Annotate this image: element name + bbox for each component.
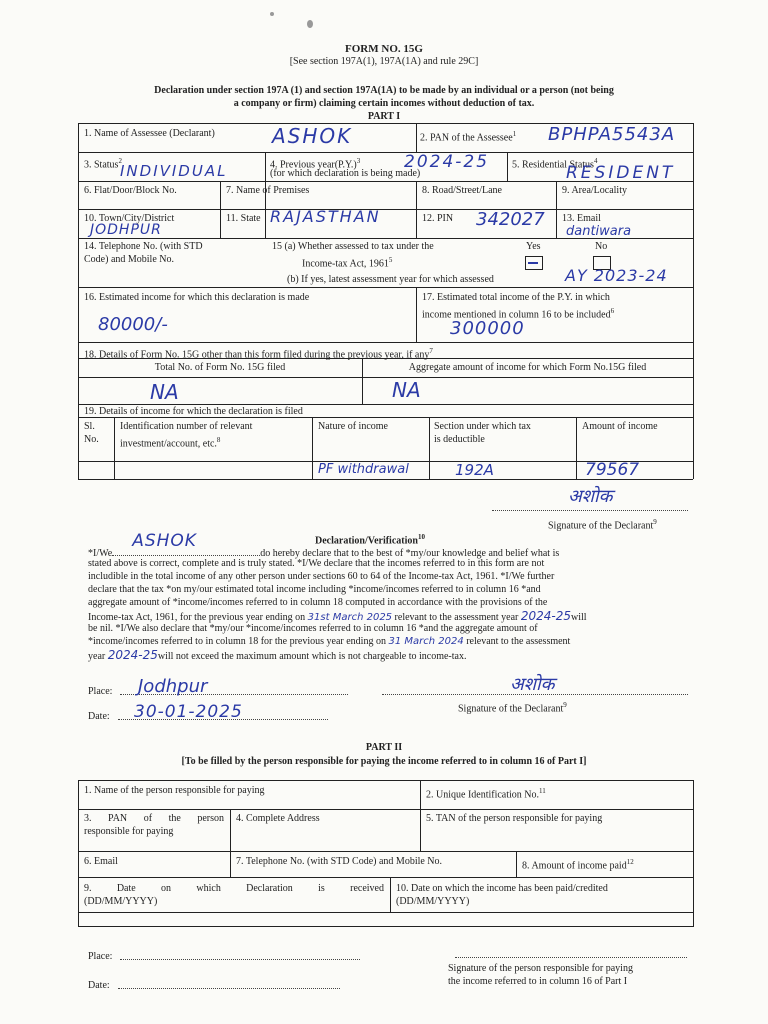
p2-field-9-line-1: 9. Date on which Declaration is received — [84, 883, 384, 894]
footnote-ref: 5 — [388, 256, 393, 264]
p2-field-6: 6. Email — [84, 856, 118, 867]
date-value[interactable]: 30-01-2025 — [134, 702, 243, 722]
scan-speck — [307, 20, 313, 28]
decl-text-6b: relevant to the assessment year — [394, 612, 519, 623]
field-1-label: 1. Name of Assessee (Declarant) — [84, 128, 215, 139]
footnote-ref: 8 — [216, 436, 221, 444]
footnote-ref: 7 — [429, 347, 433, 355]
field-12-pin-value[interactable]: 342027 — [476, 209, 545, 230]
decl-text-8a: *income/incomes referred to in column 18 for the previous year ending on — [88, 636, 386, 647]
decl-text-3: includible in the total income of any other person under sections 60 to 64 of the Income-tax Act, 1961. *I/We further — [88, 571, 555, 582]
field-17-label-1: 17. Estimated total income of the P.Y. in which — [422, 292, 610, 303]
field-14-label-1: 14. Telephone No. (with STD — [84, 241, 203, 252]
field-5-residential-value[interactable]: RESIDENT — [566, 163, 676, 183]
footnote-ref: 1 — [512, 130, 517, 138]
col-amount: Amount of income — [582, 421, 658, 432]
field-15a-label-2: Income-tax Act, 1961 — [302, 258, 389, 270]
p2-field-10-line-2: (DD/MM/YYYY) — [396, 896, 470, 907]
decl-text-2: stated above is correct, complete and is truly stated. *I/We declare that the incomes referred to in this form are not — [88, 558, 545, 569]
field-15b-label: (b) If yes, latest assessment year for which assessed — [287, 274, 494, 285]
field-4-label: 4. Previous year(P.Y.) — [270, 159, 357, 171]
field-19-label: 19. Details of income for which the declaration is filed — [84, 406, 303, 417]
form-reference: [See section 197A(1), 197A(1A) and rule 29C] — [289, 56, 479, 67]
decl-text-9a: year — [88, 651, 106, 662]
field-15a-label-1: 15 (a) Whether assessed to tax under the — [272, 241, 434, 252]
ay-value[interactable]: 2024-25 — [520, 609, 572, 623]
decl-text-4: declare that the tax *on my/our estimated total income including *income/incomes referred to in column 16 *and — [88, 584, 541, 595]
field-15b-ay-value[interactable]: AY 2023-24 — [565, 266, 668, 285]
decl-text-7: be nil. *I/We also declare that *my/our *income/incomes referred to in column 16 *and the aggregate amount of — [88, 623, 538, 634]
part1-title: PART I — [367, 111, 401, 122]
p2-field-2: 2. Unique Identification No. — [426, 789, 540, 801]
field-3-label: 3. Status — [84, 159, 119, 171]
footnote-ref: 9 — [563, 701, 567, 709]
declarant-signature-2: अशोक — [510, 674, 555, 695]
field-16-label: 16. Estimated income for which this declaration is made — [84, 292, 310, 303]
declaration-line-9 — [88, 649, 686, 663]
field-11-label: 11. State — [226, 213, 261, 224]
declaration-heading: Declaration/Verification — [315, 535, 418, 547]
field-2-label-text: 2. PAN of the Assessee — [420, 132, 513, 144]
col-section-2: is deductible — [434, 434, 485, 445]
prev-py-ending-value[interactable]: 31 March 2024 — [388, 636, 464, 647]
field-11-state-value[interactable]: RAJASTHAN — [270, 207, 381, 226]
field-16-income-value[interactable]: 80000/- — [98, 314, 168, 335]
signature-line-2 — [382, 694, 688, 695]
footnote-ref: 11 — [539, 787, 546, 795]
field-1-name-value[interactable]: ASHOK — [272, 124, 353, 148]
field-2-label — [420, 128, 516, 144]
p2-field-3-line-2: responsible for paying — [84, 826, 174, 837]
p2-field-9-line-2: (DD/MM/YYYY) — [84, 896, 158, 907]
name-prefix: *I/We — [88, 548, 113, 559]
field-3-status-value[interactable]: INDIVIDUAL — [120, 162, 228, 180]
field-9-label: 9. Area/Locality — [562, 185, 627, 196]
p2-field-4: 4. Complete Address — [236, 813, 320, 824]
signature-caption-2: Signature of the Declarant — [458, 703, 564, 715]
declaration-line-6 — [88, 610, 686, 624]
footnote-ref: 3 — [356, 157, 361, 165]
row-section-value[interactable]: 192A — [455, 461, 494, 479]
field-13-email-value[interactable]: dantiwara — [566, 224, 632, 239]
p2-field-3-line-1: 3. PAN of the person — [84, 813, 224, 824]
field-13-label: 13. Email — [562, 213, 601, 224]
field-6-label: 6. Flat/Door/Block No. — [84, 185, 177, 196]
declaration-line-8 — [88, 636, 686, 648]
field-5-label: 5. Residential Status — [512, 159, 594, 171]
place-value[interactable]: Jodhpur — [138, 676, 208, 697]
decl-text-1: do hereby declare that to the best of *my/our knowledge and belief what is — [260, 548, 560, 559]
field-18-col-total: Total No. of Form No. 15G filed — [154, 362, 286, 373]
col-sl-2: No. — [84, 434, 99, 445]
col-section-1: Section under which tax — [434, 421, 531, 432]
p2-place-line[interactable] — [120, 959, 360, 960]
field-17-label-2: income mentioned in column 16 to be included — [422, 309, 611, 321]
part2-subtitle: [To be filled by the person responsible for paying the income referred to in column 16 of Part I] — [181, 756, 587, 767]
date-label: Date: — [88, 711, 110, 722]
footnote-ref: 9 — [653, 518, 657, 526]
year-value[interactable]: 2024-25 — [107, 648, 158, 662]
field-7-label: 7. Name of Premises — [226, 185, 310, 196]
decl-text-6a: Income-tax Act, 1961, for the previous year ending on — [88, 612, 306, 623]
p2-signature-line — [455, 957, 687, 958]
field-10-label: 10. Town/City/District — [84, 213, 175, 224]
field-18-total-value[interactable]: NA — [150, 380, 179, 404]
signature-caption-1: Signature of the Declarant — [548, 520, 654, 532]
field-12-label: 12. PIN — [422, 213, 454, 224]
col-id-1: Identification number of relevant — [120, 421, 253, 432]
field-4-py-value[interactable]: 2024-25 — [404, 152, 490, 172]
row-amount-value[interactable]: 79567 — [585, 460, 640, 480]
field-10-town-value[interactable]: JODHPUR — [90, 222, 162, 238]
yes-label: Yes — [526, 241, 541, 252]
scan-speck — [270, 12, 274, 16]
p2-field-10-line-1: 10. Date on which the income has been paid/credited — [396, 883, 608, 894]
field-14-label-2: Code) and Mobile No. — [84, 254, 174, 265]
py-ending-value[interactable]: 31st March 2025 — [307, 612, 393, 623]
field-8-label: 8. Road/Street/Lane — [422, 185, 502, 196]
yes-checkbox-mark — [528, 262, 538, 264]
p2-field-5: 5. TAN of the person responsible for paying — [426, 813, 603, 824]
footnote-ref: 12 — [626, 858, 634, 866]
signature-line — [492, 510, 688, 511]
p2-date-label: Date: — [88, 980, 110, 991]
p2-place-label: Place: — [88, 951, 113, 962]
footnote-ref: 10 — [417, 533, 425, 541]
p2-date-line[interactable] — [118, 988, 340, 989]
footnote-ref: 4 — [593, 157, 598, 165]
p2-field-7: 7. Telephone No. (with STD Code) and Mobile No. — [236, 856, 443, 867]
footnote-ref: 6 — [610, 307, 615, 315]
p2-field-8: 8. Amount of income paid — [522, 860, 627, 872]
col-nature: Nature of income — [318, 421, 388, 432]
col-id-2: investment/account, etc. — [120, 438, 217, 450]
field-18-aggregate-value[interactable]: NA — [392, 378, 421, 402]
footnote-ref: 2 — [118, 157, 122, 165]
decl-text-5: aggregate amount of *income/incomes referred to in column 18 computed in accordance with the provisions of the — [88, 597, 548, 608]
row-nature-value[interactable]: PF withdrawal — [318, 462, 409, 477]
form-title: FORM NO. 15G — [345, 43, 423, 55]
place-label: Place: — [88, 686, 113, 697]
p2-signature-caption-2: the income referred to in column 16 of Part I — [448, 976, 628, 987]
col-sl-1: Sl. — [84, 421, 95, 432]
part2-title: PART II — [365, 742, 403, 753]
declaration-heading-1: Declaration under section 197A (1) and section 197A(1A) to be made by an individual or a person (not being — [154, 85, 614, 96]
decl-text-8b: relevant to the assessment — [466, 636, 571, 647]
declaration-heading-2: a company or firm) claiming certain incomes without deduction of tax. — [233, 98, 535, 109]
p2-field-1: 1. Name of the person responsible for paying — [84, 785, 265, 796]
declarant-signature-1: अशोक — [568, 486, 613, 507]
no-label: No — [595, 241, 608, 252]
field-18-label: 18. Details of Form No. 15G other than this form filed during the previous year, if any — [84, 349, 430, 361]
field-2-pan-value[interactable]: BPHPA5543A — [548, 124, 676, 145]
decl-text-6c: will — [571, 612, 587, 623]
field-18-col-aggregate: Aggregate amount of income for which Form No.15G filed — [408, 362, 647, 373]
field-4-note: (for which declaration is being made) — [270, 168, 421, 179]
field-17-total-value[interactable]: 300000 — [450, 318, 525, 339]
decl-text-9b: will not exceed the maximum amount which is not chargeable to income-tax. — [157, 651, 467, 662]
declarant-name-value[interactable]: ASHOK — [132, 531, 197, 551]
p2-signature-caption-1: Signature of the person responsible for paying — [448, 963, 633, 974]
